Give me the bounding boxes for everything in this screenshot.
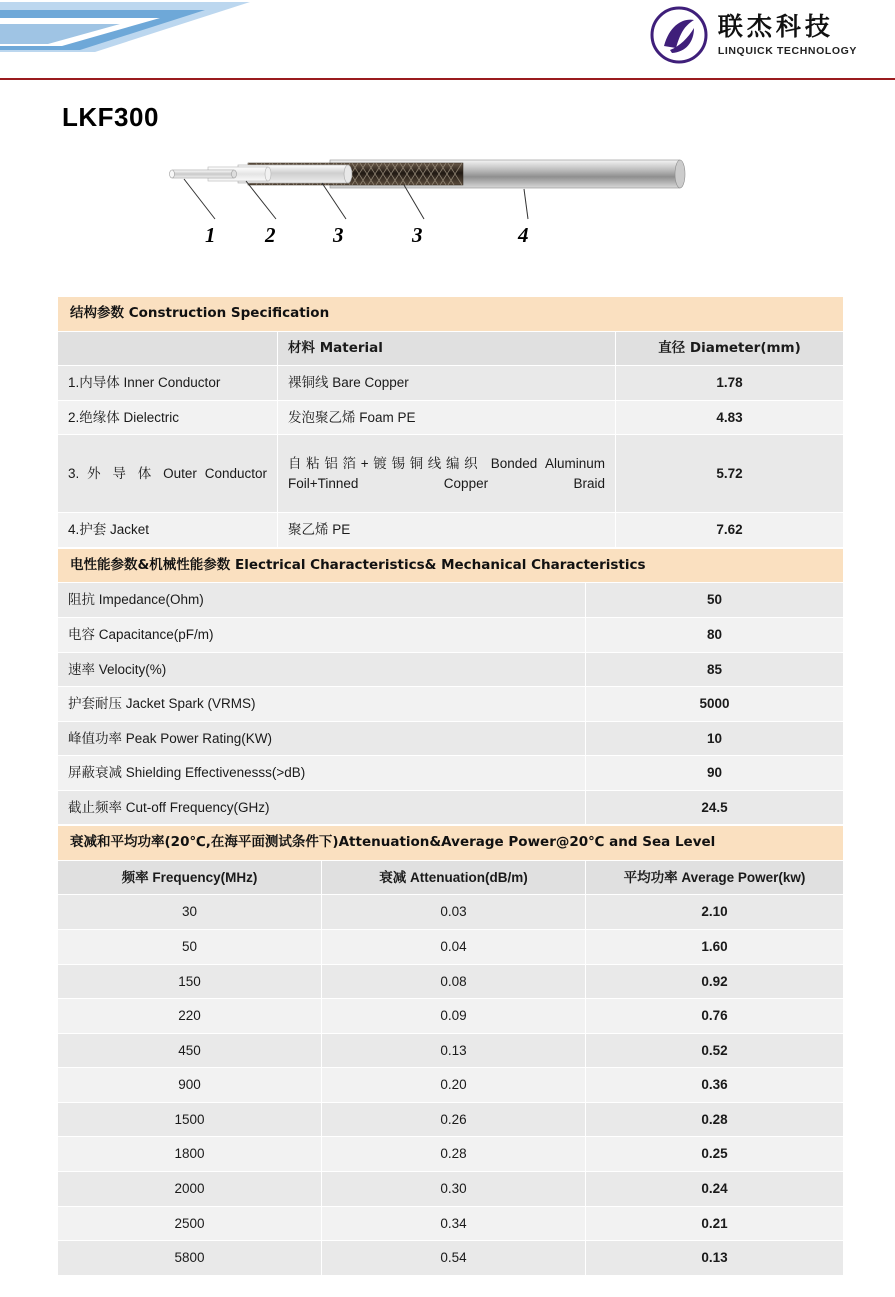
table-row: [58, 756, 844, 791]
callout-1: 1: [205, 223, 216, 247]
callout-3a: 3: [333, 223, 344, 247]
attenuation-value: 0.34: [322, 1206, 586, 1241]
table-row: [58, 1068, 844, 1103]
attenuation-value: 0.08: [322, 964, 586, 999]
electrical-value: 90: [586, 756, 844, 791]
construction-diameter: 7.62: [616, 513, 844, 548]
attenuation-frequency: 1500: [58, 1102, 322, 1137]
attenuation-col-frequency: 频率 Frequency(MHz): [58, 860, 322, 895]
attenuation-value: 0.28: [322, 1137, 586, 1172]
attenuation-value: 0.54: [322, 1241, 586, 1276]
attenuation-value: 0.13: [322, 1033, 586, 1068]
electrical-value: 10: [586, 721, 844, 756]
brand-name-en: LINQUICK TECHNOLOGY: [717, 44, 857, 57]
electrical-table: [57, 548, 844, 826]
table-row: [58, 1171, 844, 1206]
average-power-value: 0.76: [586, 999, 844, 1034]
electrical-label: 电容 Capacitance(pF/m): [58, 617, 586, 652]
logo-mark-icon: [650, 6, 708, 64]
table-row: [58, 721, 844, 756]
electrical-label: 速率 Velocity(%): [58, 652, 586, 687]
brand-name-cn: 联杰科技: [717, 12, 834, 42]
table-row: [58, 583, 844, 618]
callout-2: 2: [265, 223, 276, 247]
attenuation-section-title: 衰减和平均功率(20℃,在海平面测试条件下)Attenuation&Average Power@20℃ and Sea Level: [58, 826, 844, 861]
construction-material: 聚乙烯 PE: [278, 513, 616, 548]
cable-cross-section-diagram: [0, 143, 895, 288]
average-power-value: 0.28: [586, 1102, 844, 1137]
table-row: [58, 964, 844, 999]
attenuation-frequency: 2500: [58, 1206, 322, 1241]
attenuation-frequency: 2000: [58, 1171, 322, 1206]
construction-item: 4.护套 Jacket: [58, 513, 278, 548]
attenuation-frequency: 30: [58, 895, 322, 930]
attenuation-value: 0.20: [322, 1068, 586, 1103]
construction-diameter: 5.72: [616, 435, 844, 513]
attenuation-frequency: 220: [58, 999, 322, 1034]
electrical-value: 85: [586, 652, 844, 687]
attenuation-value: 0.04: [322, 930, 586, 965]
average-power-value: 0.25: [586, 1137, 844, 1172]
electrical-label: 峰值功率 Peak Power Rating(KW): [58, 721, 586, 756]
attenuation-value: 0.03: [322, 895, 586, 930]
attenuation-value: 0.30: [322, 1171, 586, 1206]
electrical-label: 阻抗 Impedance(Ohm): [58, 583, 586, 618]
construction-column-headers: [58, 331, 844, 366]
average-power-value: 1.60: [586, 930, 844, 965]
table-row: [58, 1241, 844, 1276]
average-power-value: 0.13: [586, 1241, 844, 1276]
table-row: [58, 400, 844, 435]
table-row: [58, 930, 844, 965]
attenuation-value: 0.09: [322, 999, 586, 1034]
attenuation-frequency: 450: [58, 1033, 322, 1068]
electrical-section-header: [58, 548, 844, 583]
table-row: [58, 1137, 844, 1172]
table-row: [58, 999, 844, 1034]
specification-tables: [57, 296, 843, 1276]
construction-table: [57, 296, 844, 548]
header-decoration: [0, 0, 420, 78]
construction-material: 自粘铝箔+镀锡铜线编织 Bonded Aluminum Foil+Tinned Copper Braid: [278, 435, 616, 513]
attenuation-frequency: 900: [58, 1068, 322, 1103]
attenuation-frequency: 5800: [58, 1241, 322, 1276]
construction-col-item: [58, 331, 278, 366]
electrical-label: 屏蔽衰减 Shielding Effectivenesss(>dB): [58, 756, 586, 791]
page-header: [0, 0, 895, 80]
average-power-value: 0.21: [586, 1206, 844, 1241]
attenuation-col-attenuation: 衰减 Attenuation(dB/m): [322, 860, 586, 895]
construction-material: 裸铜线 Bare Copper: [278, 366, 616, 401]
average-power-value: 0.36: [586, 1068, 844, 1103]
attenuation-value: 0.26: [322, 1102, 586, 1137]
construction-material: 发泡聚乙烯 Foam PE: [278, 400, 616, 435]
attenuation-frequency: 50: [58, 930, 322, 965]
electrical-label: 护套耐压 Jacket Spark (VRMS): [58, 687, 586, 722]
callout-4: 4: [518, 223, 529, 247]
average-power-value: 2.10: [586, 895, 844, 930]
electrical-value: 80: [586, 617, 844, 652]
construction-section-header: [58, 297, 844, 332]
table-row: [58, 790, 844, 825]
callout-3b: 3: [412, 223, 423, 247]
average-power-value: 0.24: [586, 1171, 844, 1206]
construction-item: 3. 外 导 体 Outer Conductor: [58, 435, 278, 513]
attenuation-column-headers: [58, 860, 844, 895]
table-row: [58, 366, 844, 401]
construction-col-material: 材料 Material: [278, 331, 616, 366]
table-row: [58, 652, 844, 687]
table-row: [58, 435, 844, 513]
page-title: LKF300: [62, 102, 159, 132]
brand-logo: [650, 6, 857, 64]
electrical-value: 24.5: [586, 790, 844, 825]
table-row: [58, 617, 844, 652]
electrical-value: 50: [586, 583, 844, 618]
electrical-section-title: 电性能参数&机械性能参数 Electrical Characteristics& Mechanical Characteristics: [58, 548, 844, 583]
electrical-label: 截止频率 Cut-off Frequency(GHz): [58, 790, 586, 825]
construction-diameter: 4.83: [616, 400, 844, 435]
attenuation-col-power: 平均功率 Average Power(kw): [586, 860, 844, 895]
table-row: [58, 687, 844, 722]
table-row: [58, 1102, 844, 1137]
construction-item: 1.内导体 Inner Conductor: [58, 366, 278, 401]
attenuation-frequency: 150: [58, 964, 322, 999]
construction-item: 2.绝缘体 Dielectric: [58, 400, 278, 435]
construction-diameter: 1.78: [616, 366, 844, 401]
attenuation-section-header: [58, 826, 844, 861]
average-power-value: 0.52: [586, 1033, 844, 1068]
table-row: [58, 513, 844, 548]
attenuation-frequency: 1800: [58, 1137, 322, 1172]
average-power-value: 0.92: [586, 964, 844, 999]
attenuation-table: [57, 825, 844, 1275]
table-row: [58, 1206, 844, 1241]
table-row: [58, 895, 844, 930]
construction-section-title: 结构参数 Construction Specification: [58, 297, 844, 332]
construction-col-diameter: 直径 Diameter(mm): [616, 331, 844, 366]
table-row: [58, 1033, 844, 1068]
electrical-value: 5000: [586, 687, 844, 722]
